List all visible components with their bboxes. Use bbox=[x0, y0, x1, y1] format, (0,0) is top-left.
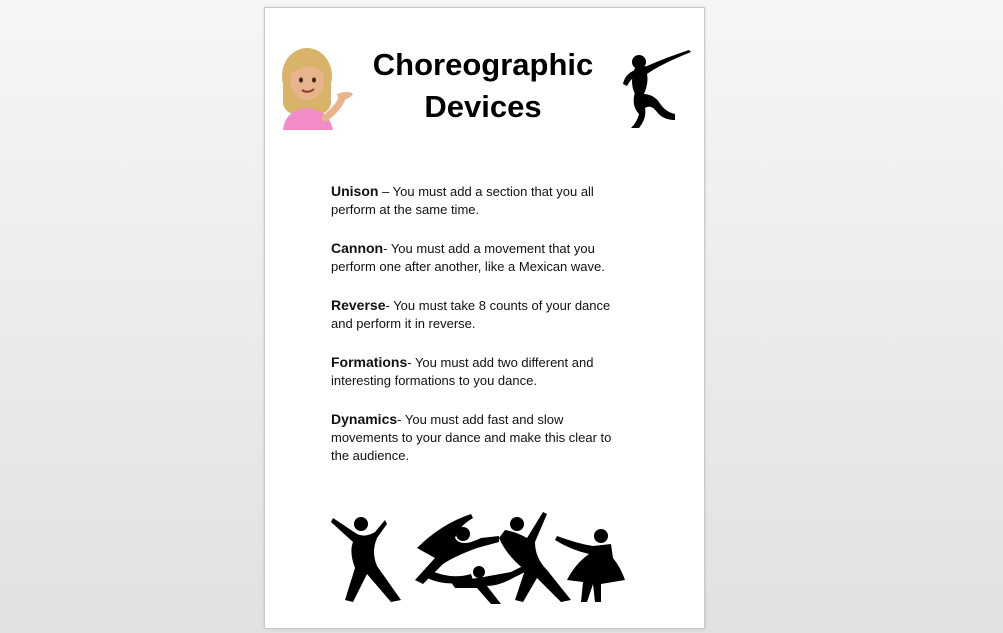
device-description: - You must take 8 counts of your dance and perform it in reverse. bbox=[331, 298, 611, 331]
device-description: - You must add fast and slow movements to your dance and make this clear to the audience. bbox=[331, 412, 612, 463]
page-title bbox=[345, 44, 621, 128]
device-description: – You must add a section that you all perform at the same time. bbox=[331, 184, 594, 217]
device-term: Dynamics bbox=[331, 411, 398, 427]
document-page bbox=[264, 7, 705, 629]
devices-list bbox=[331, 182, 631, 485]
device-description: - You must add a movement that you perform one after another, like a Mexican wave. bbox=[331, 241, 605, 274]
device-term: Reverse bbox=[331, 297, 386, 313]
device-item-dynamics bbox=[331, 410, 631, 465]
device-term: Unison bbox=[331, 183, 379, 199]
device-description: - You must add two different and interesting formations to you dance. bbox=[331, 355, 594, 388]
title-line-2: Devices bbox=[424, 89, 542, 124]
device-term: Cannon bbox=[331, 240, 384, 256]
title-line-1: Choreographic bbox=[372, 47, 594, 82]
device-item-cannon bbox=[331, 239, 631, 276]
group-dancers-silhouette-icon bbox=[331, 508, 627, 604]
device-item-unison bbox=[331, 182, 631, 219]
device-item-formations bbox=[331, 353, 631, 390]
device-term: Formations bbox=[331, 354, 408, 370]
device-item-reverse bbox=[331, 296, 631, 333]
dancer-silhouette-icon bbox=[621, 48, 693, 130]
